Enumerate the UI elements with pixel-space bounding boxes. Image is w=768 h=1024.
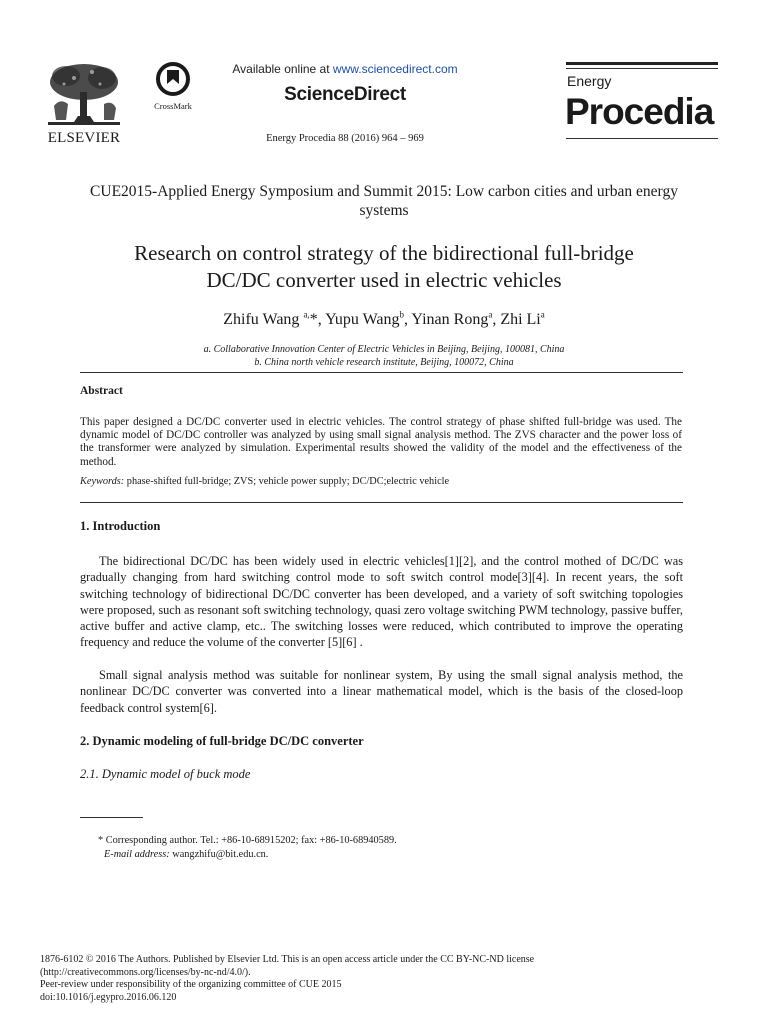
- affiliation-b: b. China north vehicle research institute, Beijing, 100072, China: [254, 356, 514, 368]
- introduction-paragraph-2: Small signal analysis method was suitable for nonlinear system, By using the small signal analysis method, the nonlinear DC/DC converter was converted into a linear mathematical model, which is the basis of the closed-loop feedback control system[6].: [80, 668, 683, 715]
- affiliations: [84, 344, 684, 369]
- keywords: [80, 476, 682, 487]
- section-2-1-heading: 2.1. Dynamic model of buck mode: [80, 767, 251, 781]
- journal-citation: Energy Procedia 88 (2016) 964 – 969: [266, 133, 424, 144]
- author-4[interactable]: Zhi Li$^a$: [500, 310, 545, 329]
- section-2-heading: 2. Dynamic modeling of full-bridge DC/DC converter: [80, 734, 364, 748]
- email-label: E-mail address:: [104, 849, 170, 860]
- section-introduction-heading: 1. Introduction: [80, 519, 161, 533]
- copyright-line: 1876-6102 © 2016 The Authors. Published by Elsevier Ltd. This is an open access article under the CC BY-NC-ND license: [40, 954, 535, 965]
- peer-review-line: Peer-review under responsibility of the organizing committee of CUE 2015: [40, 979, 342, 990]
- journal-rule-second: [566, 68, 718, 69]
- footnote-rule: [80, 817, 143, 818]
- email-address[interactable]: wangzhifu@bit.edu.cn.: [169, 849, 269, 860]
- keywords-label: Keywords:: [80, 476, 125, 487]
- abstract-heading: Abstract: [80, 385, 123, 397]
- author-2[interactable]: Yupu Wang$^b$,: [325, 310, 412, 329]
- corresponding-author-footnote: * Corresponding author. Tel.: +86-10-68915202; fax: +86-10-68940589.: [98, 835, 397, 846]
- author-1[interactable]: Zhifu Wang $^{a,}$*,: [223, 310, 326, 329]
- available-prefix: Available online at: [232, 62, 333, 76]
- crossmark-label: CrossMark: [154, 101, 192, 111]
- crossmark-logo[interactable]: [148, 62, 198, 111]
- journal-name-large: Procedia: [565, 91, 714, 132]
- journal-name-small: Energy: [567, 73, 612, 89]
- doi[interactable]: doi:10.1016/j.egypro.2016.06.120: [40, 991, 177, 1003]
- abstract-rule-bottom: [80, 502, 683, 503]
- paper-title: [44, 240, 724, 294]
- abstract-text: [80, 416, 682, 469]
- paper-title-line2: DC/DC converter used in electric vehicles: [206, 268, 562, 292]
- elsevier-logo: [44, 58, 124, 148]
- affiliation-a: a. Collaborative Innovation Center of Electric Vehicles in Beijing, Beijing, 100081, China: [203, 344, 565, 355]
- author-list: [84, 310, 684, 329]
- available-online: [200, 62, 490, 76]
- license-link[interactable]: (http://creativecommons.org/licenses/by-nc-nd/4.0/).: [40, 966, 251, 978]
- publisher-name: ELSEVIER: [47, 130, 121, 146]
- conference-name: CUE2015-Applied Energy Symposium and Summit 2015: Low carbon cities and urban energy systems: [90, 183, 678, 219]
- keywords-list: phase-shifted full-bridge; ZVS; vehicle power supply; DC/DC;electric vehicle: [124, 476, 450, 487]
- abstract-rule-top: [80, 372, 683, 373]
- crossmark-icon: [148, 62, 198, 96]
- author-3[interactable]: Yinan Rong$^a$,: [411, 310, 501, 329]
- journal-rule-bottom: [566, 138, 718, 139]
- sciencedirect-logo: ScienceDirect: [284, 84, 406, 105]
- elsevier-tree-icon: [44, 58, 124, 130]
- introduction-paragraph-1: The bidirectional DC/DC has been widely used in electric vehicles[1][2], and the control mothed of DC/DC was gradually changing from hard switching control mode to soft switch control mode[3][4]. In recent years, the soft switching technology of bidirectional DC/DC converter has been developed, and a variety of soft switching topologies were proposed, such as resonant soft switching technology, quasi zero voltage switching PWM technology, passive buffer, active buffer and active clamp, etc.. The switching losses were reduced, which contributed to improve the operating frequency and reduce the volume of the converter [5][6] .: [80, 554, 683, 650]
- paper-title-line1: Research on control strategy of the bidirectional full-bridge: [134, 241, 634, 265]
- email-footnote: [104, 849, 268, 860]
- abstract-body: This paper designed a DC/DC converter used in electric vehicles. The control strategy of phase shifted full-bridge was used. The dynamic model of DC/DC controller was analyzed by using small signal analysis method. The ZVS character and the power loss of the transformer were analyzed by simulation. Experimental results showed the validity of the model and the effectiveness of the method.: [80, 416, 682, 468]
- journal-rule-top: [566, 62, 718, 65]
- copyright-block: [40, 954, 740, 1004]
- sciencedirect-link[interactable]: www.sciencedirect.com: [332, 62, 458, 76]
